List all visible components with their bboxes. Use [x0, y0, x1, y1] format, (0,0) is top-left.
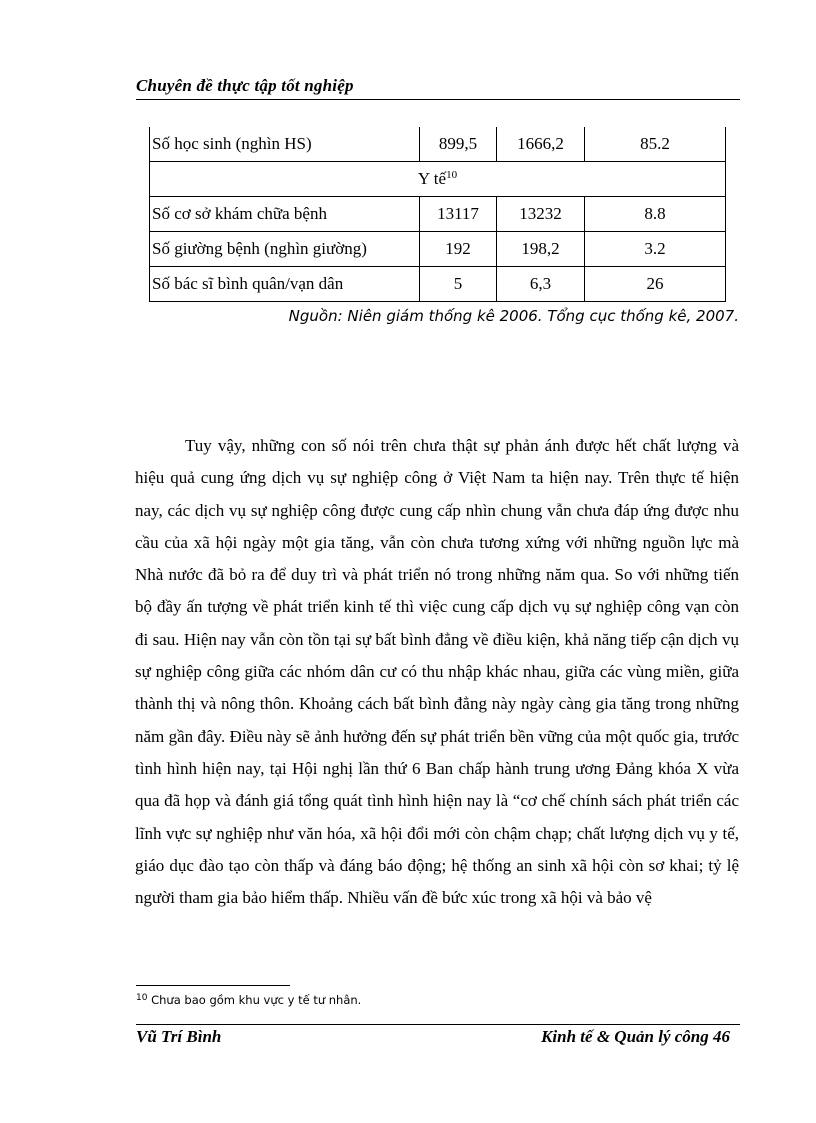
table-row	[150, 267, 726, 302]
body-paragraph	[135, 430, 739, 914]
footnote-text: Chưa bao gồm khu vực y tế tư nhân.	[151, 993, 362, 1007]
footnote-reference[interactable]: 10	[446, 169, 458, 181]
table-cell-label: Số cơ sở khám chữa bệnh	[150, 197, 420, 232]
table-cell-value: 13117	[420, 197, 497, 232]
table-section-heading	[150, 162, 726, 197]
table-cell-value: 85.2	[585, 127, 726, 162]
table-row	[150, 197, 726, 232]
table-cell-value: 6,3	[497, 267, 585, 302]
header-rule	[136, 99, 740, 100]
footer-author: Vũ Trí Bình	[136, 1027, 222, 1046]
page-header-title: Chuyên đề thực tập tốt nghiệp	[136, 76, 354, 95]
statistics-table	[149, 127, 726, 302]
table-source-note: Nguồn: Niên giám thống kê 2006. Tổng cục thống kê, 2007.	[288, 307, 739, 325]
table-cell-label: Số bác sĩ bình quân/vạn dân	[150, 267, 420, 302]
table-cell-value: 26	[585, 267, 726, 302]
table-cell-value: 899,5	[420, 127, 497, 162]
table-row	[150, 232, 726, 267]
table-cell-value: 5	[420, 267, 497, 302]
table-cell-value: 192	[420, 232, 497, 267]
footer-rule	[136, 1024, 740, 1025]
table-cell-value: 198,2	[497, 232, 585, 267]
section-title: Y tế	[417, 169, 447, 188]
table-cell-value: 3.2	[585, 232, 726, 267]
footnote-number: 10	[136, 993, 148, 1003]
table-cell-value: 1666,2	[497, 127, 585, 162]
footer-class-page: Kinh tế & Quản lý công 46	[541, 1027, 730, 1046]
table-cell-label: Số học sinh (nghìn HS)	[150, 127, 420, 162]
table-cell-value: 13232	[497, 197, 585, 232]
footnote-separator	[136, 985, 290, 986]
table-cell-label: Số giường bệnh (nghìn giường)	[150, 232, 420, 267]
table-row	[150, 127, 726, 162]
footnote	[136, 993, 361, 1007]
body-paragraph-text: Tuy vậy, những con số nói trên chưa thật sự phản ánh được hết chất lượng và hiệu quả cung ứng dịch vụ sự nghiệp công ở Việt Nam ta hiện nay. Trên thực tế hiện nay, các dịch vụ sự nghiệp công được cung cấp nhìn chung vẫn chưa đáp ứng được nhu cầu của xã hội ngày một gia tăng, vẫn còn chưa tương xứng với những nguồn lực mà Nhà nước đã bỏ ra để duy trì và phát triển nó trong những năm qua. So với những tiến bộ đầy ấn tượng về phát triển kinh tế thì việc cung cấp dịch vụ sự nghiệp công vạn còn đi sau. Hiện nay vẫn còn tồn tại sự bất bình đẳng về điều kiện, khả năng tiếp cận dịch vụ sự nghiệp công giữa các nhóm dân cư có thu nhập khác nhau, giữa các vùng miền, giữa thành thị và nông thôn. Khoảng cách bất bình đẳng này ngày càng gia tăng trong những năm gần đây. Điều này sẽ ảnh hưởng đến sự phát triển bền vững của một quốc gia, trước tình hình hiện nay, tại Hội nghị lần thứ 6 Ban chấp hành trung ương Đảng khóa X vừa qua đã họp và đánh giá tổng quát tình hình hiện nay là “cơ chế chính sách phát triển các lĩnh vực sự nghiệp như văn hóa, xã hội đổi mới còn chậm chạp; chất lượng dịch vụ y tế, giáo dục đào tạo còn thấp và đáng báo động; hệ thống an sinh xã hội còn sơ khai; tỷ lệ người tham gia bảo hiểm thấp. Nhiều vấn đề bức xúc trong xã hội và bảo vệ	[135, 436, 739, 908]
table-cell-value: 8.8	[585, 197, 726, 232]
table-section-row	[150, 162, 726, 197]
